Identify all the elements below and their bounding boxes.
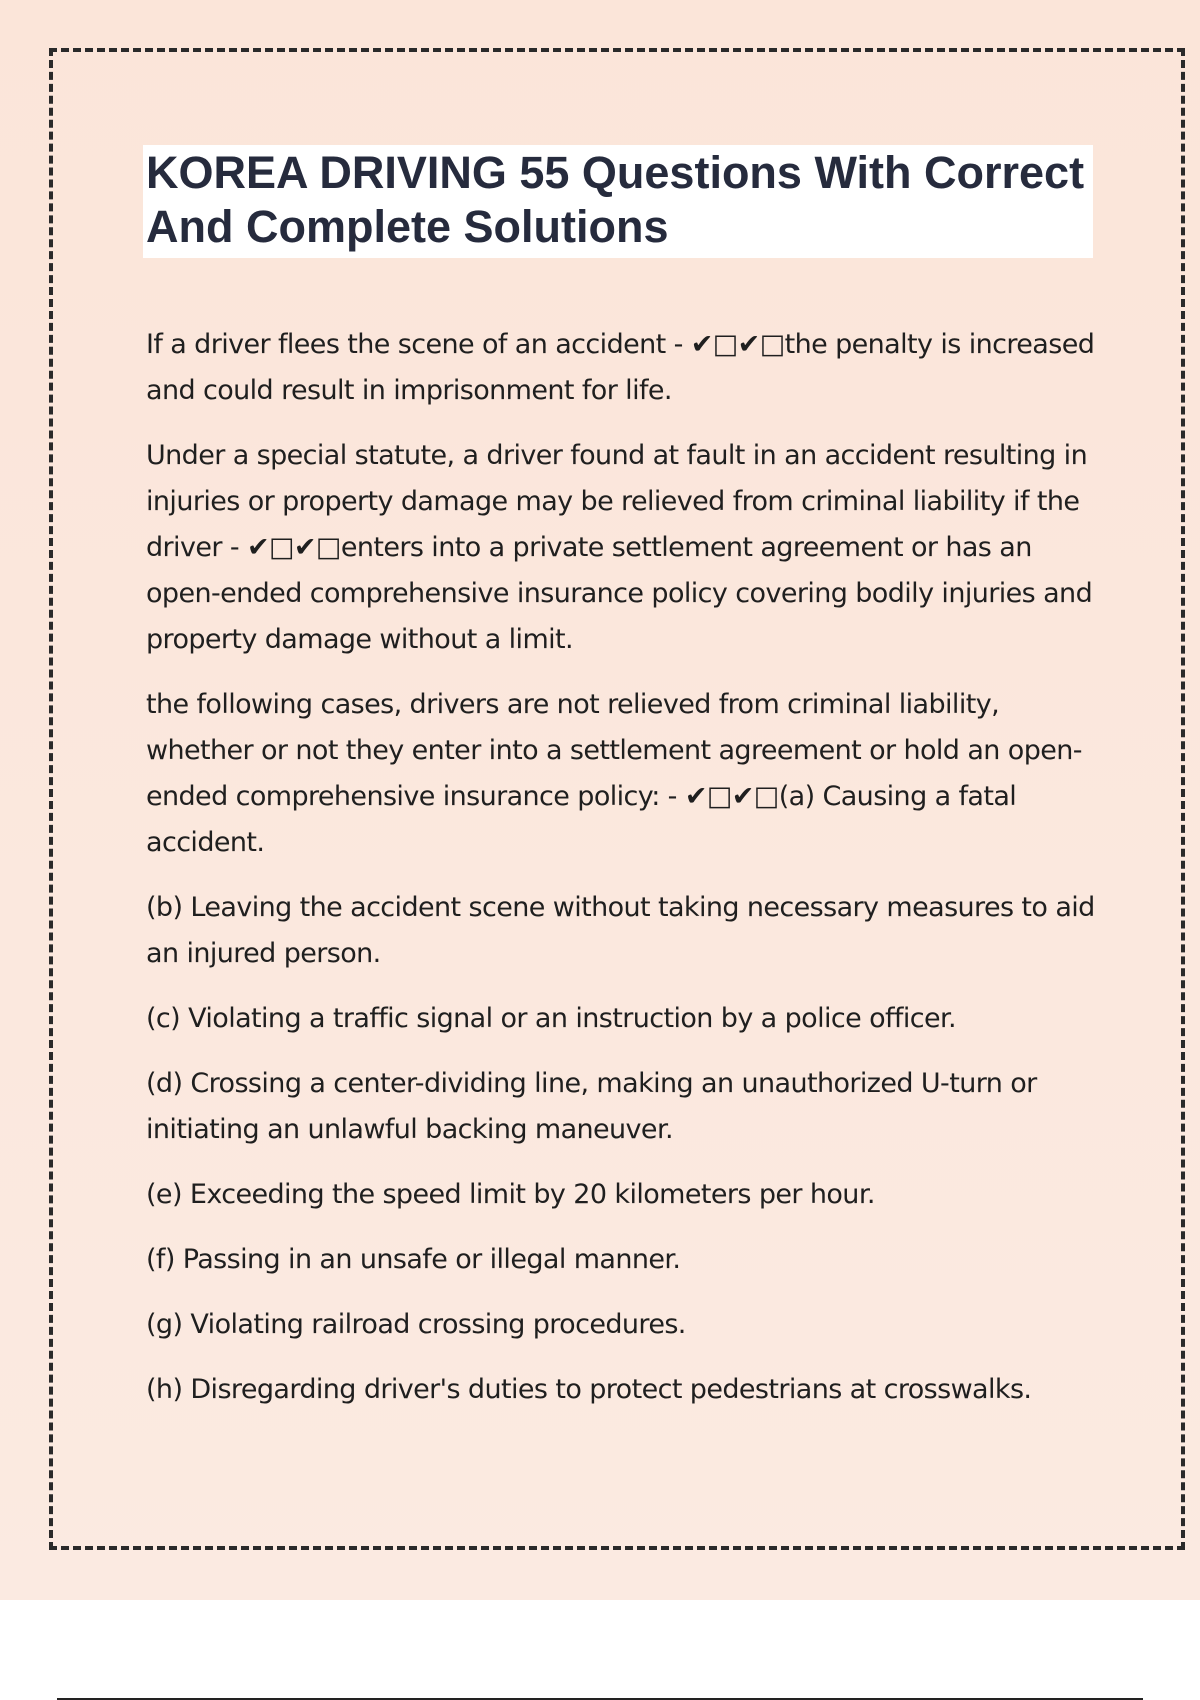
answer-text: (a) Causing a fatal accident. [146,781,1017,858]
qa-item [146,433,1106,663]
list-item: (e) Exceeding the speed limit by 20 kilometers per hour. [146,1179,875,1210]
list-item: (b) Leaving the accident scene without taking necessary measures to aid an injured person. [146,892,1095,969]
list-item: (d) Crossing a center-dividing line, making an unauthorized U-turn or initiating an unlawful backing maneuver. [146,1068,1037,1145]
list-item: (c) Violating a traffic signal or an instruction by a police officer. [146,1003,956,1034]
list-item: (f) Passing in an unsafe or illegal manner. [146,1244,681,1275]
list-item: (g) Violating railroad crossing procedures. [146,1309,686,1340]
document-body [146,322,1106,1432]
question-text: If a driver flees the scene of an accident - [146,329,691,360]
list-item: (h) Disregarding driver's duties to protect pedestrians at crosswalks. [146,1374,1032,1405]
checkmark-icon: ✔□✔□ [684,781,779,812]
checkmark-icon: ✔□✔□ [690,329,785,360]
qa-item [146,322,1106,414]
answer-text: the penalty is increased and could result in imprisonment for life. [146,329,1095,406]
answer-text: enters into a private settlement agreement or has an open-ended comprehensive insurance policy covering bodily injuries and property damage without a limit. [146,532,1093,655]
document-title: KOREA DRIVING 55 Questions With Correct And Complete Solutions [146,147,1085,252]
qa-item [146,682,1106,866]
checkmark-icon: ✔□✔□ [246,532,341,563]
question-text: the following cases, drivers are not relieved from criminal liability, whether or not they enter into a settlement agreement or hold an open-ended comprehensive insurance policy: - [146,689,1082,812]
question-text: Under a special statute, a driver found at fault in an accident resulting in injuries or property damage may be relieved from criminal liability if the driver - [146,440,1088,563]
